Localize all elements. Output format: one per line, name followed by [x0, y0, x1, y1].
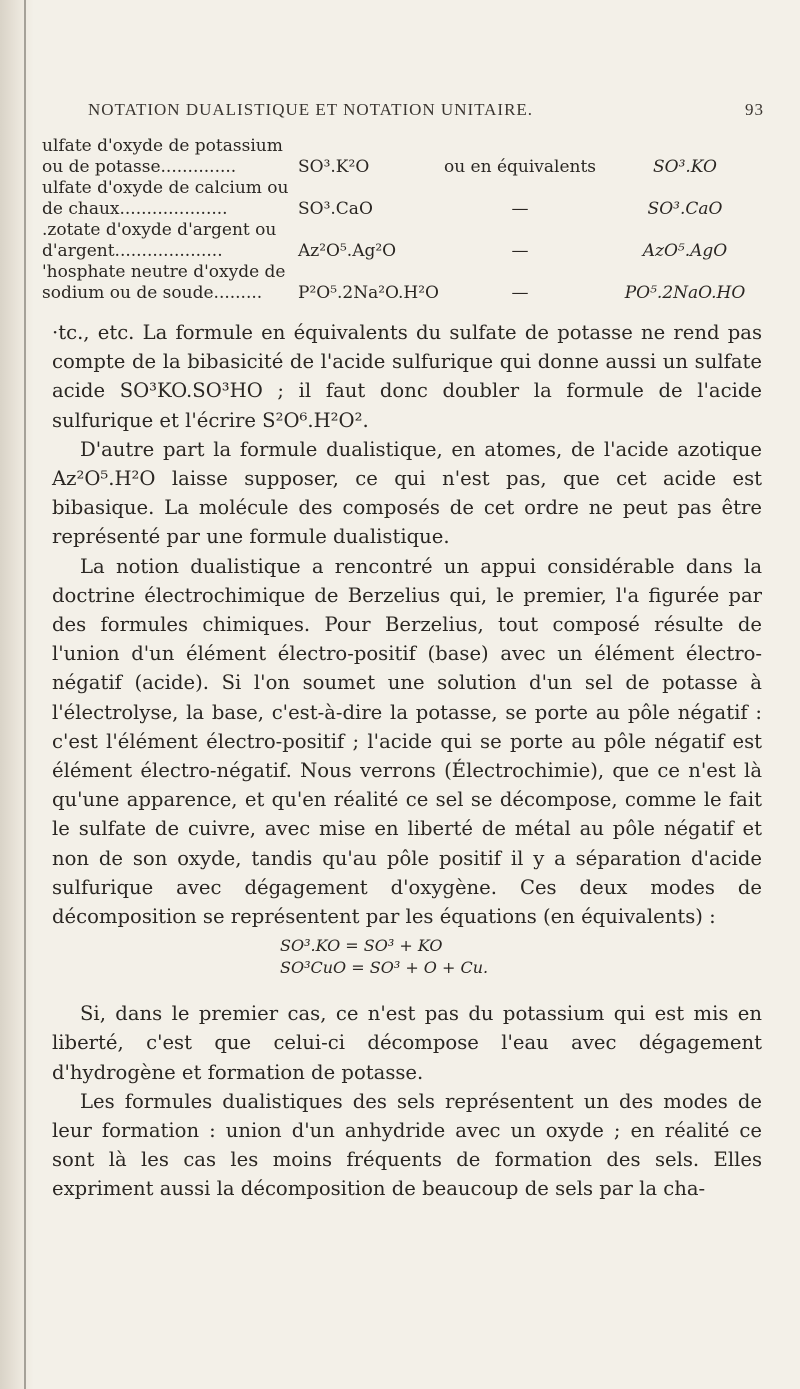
table-row [42, 136, 762, 178]
spacer [52, 981, 762, 999]
salt-name: 'hosphate neutre d'oxyde de sodium ou de soude......... [42, 262, 286, 303]
running-title: NOTATION DUALISTIQUE ET NOTATION UNITAIRE. [88, 100, 534, 119]
atomic-formula: SO³.K²O [298, 157, 370, 177]
salts-table [42, 136, 762, 304]
paragraph: La notion dualistique a rencontré un appui considérable dans la doctrine électrochimique de Berzelius qui, le premier, l'a figurée par des formules chimiques. Pour Berzelius, tout composé résulte de l'union d'un élément électro-positif (base) avec un élément électro-négatif (acide). Si l'on soumet une solution d'un sel de potasse à l'électrolyse, la base, c'est-à-dire la potasse, se porte au pôle négatif : c'est l'élément électro-positif ; l'acide qui se porte au pôle négatif est élément électro-négatif. Nous verrons (Électrochimie), que ce n'est là qu'une apparence, et qu'en réalité ce sel se décompose, comme le fait le sulfate de cuivre, avec mise en liberté de métal au pôle négatif et non de son oxyde, tandis qu'au pôle positif il y a séparation d'acide sulfurique avec dégagement d'oxygène. Ces deux modes de décomposition se représentent par les équations (en équivalents) : [52, 554, 762, 929]
salt-name: ulfate d'oxyde de potassium ou de potasse.............. [42, 136, 283, 177]
salt-name: ulfate d'oxyde de calcium ou de chaux.................... [42, 178, 289, 219]
connector: ou en équivalents [443, 157, 597, 177]
equivalent-formula: AzO⁵.AgO [642, 241, 728, 261]
atomic-formula: SO³.CaO [298, 199, 373, 219]
paragraph: Les formules dualistiques des sels représentent un des modes de leur formation : union d'un anhydride avec un oxyde ; en réalité ce sont là les cas les moins fréquents de formation des sels. Elles expriment aussi la décomposition de beaucoup de sels par la cha- [52, 1089, 762, 1201]
equation: SO³CuO = SO³ + O + Cu. [280, 958, 489, 978]
paragraph: ·tc., etc. La formule en équivalents du sulfate de potasse ne rend pas compte de la bibasicité de l'acide sulfurique qui donne aussi un sulfate acide SO³KO.SO³HO ; il faut donc doubler la formule de l'acide sulfurique et l'écrire S²O⁶.H²O². [52, 321, 762, 432]
table-row [42, 220, 762, 262]
equation: SO³.KO = SO³ + KO [280, 936, 443, 956]
page-number: 93 [745, 100, 764, 119]
paragraph: Si, dans le premier cas, ce n'est pas du potassium qui est mis en liberté, c'est que celui-ci décompose l'eau avec dégagement d'hydrogène et formation de potasse. [52, 1002, 762, 1084]
binding-edge [24, 0, 26, 1389]
page-gutter [0, 0, 34, 1389]
table-row [42, 178, 762, 220]
equivalent-formula: SO³.CaO [647, 199, 723, 219]
equivalent-formula: SO³.KO [653, 157, 717, 177]
connector: — [511, 241, 529, 261]
atomic-formula: Az²O⁵.Ag²O [298, 241, 397, 261]
body-text [52, 318, 762, 1204]
table-row [42, 262, 762, 304]
equivalent-formula: PO⁵.2NaO.HO [624, 283, 746, 303]
equations [52, 935, 762, 979]
paragraph: D'autre part la formule dualistique, en atomes, de l'acide azotique Az²O⁵.H²O laisse supposer, ce qui n'est pas, que cet acide est bibasique. La molécule des composés de cet ordre ne peut pas être représenté par une formule dualistique. [52, 437, 762, 549]
connector: — [511, 283, 529, 303]
connector: — [511, 199, 529, 219]
salt-name: .zotate d'oxyde d'argent ou d'argent.................... [42, 220, 277, 261]
atomic-formula: P²O⁵.2Na²O.H²O [298, 283, 439, 303]
